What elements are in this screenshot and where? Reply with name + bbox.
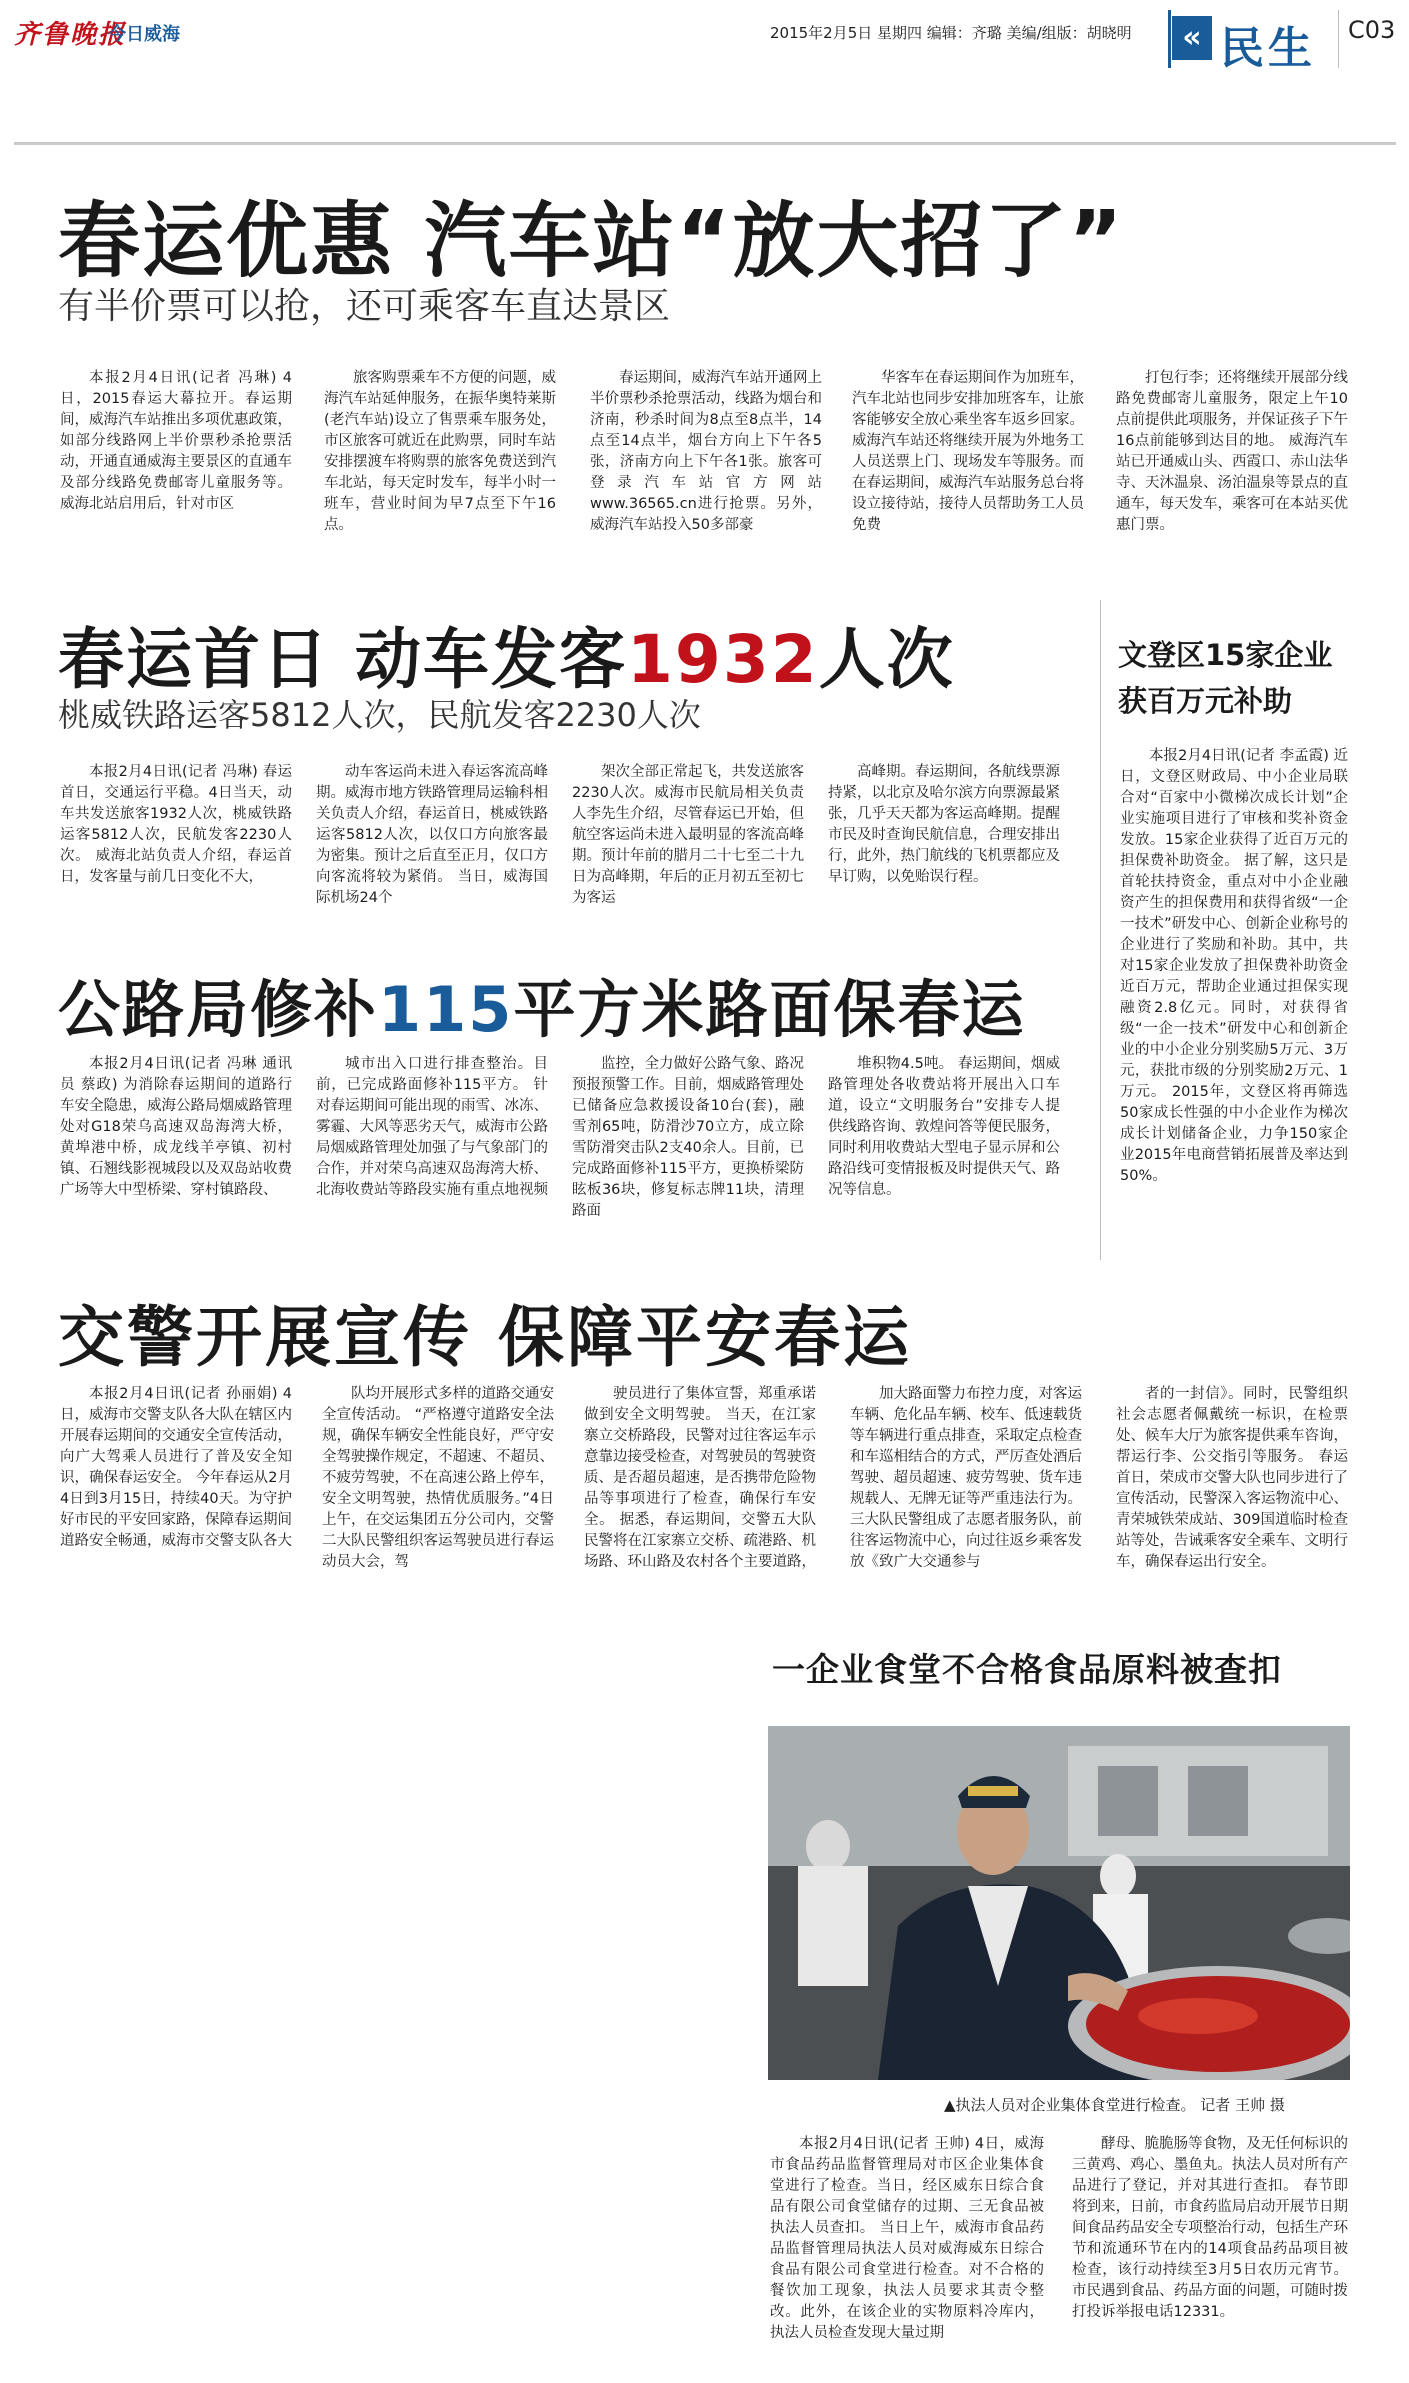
double-chevron-icon: « — [1172, 16, 1212, 60]
photo-caption: ▲执法人员对企业集体食堂进行检查。 记者 王帅 摄 — [944, 2096, 1285, 2114]
article1-col-4: 华客车在春运期间作为加班车，汽车北站也同步安排加班客车，让旅客能够安全放心乘坐客车返乡回家。威海汽车站还将继续开展为外地务工人员送票上门、现场发车等服务。而在春运期间，威海汽车站服务总台将设立接待站，接待人员帮助务工人员免费 — [852, 370, 1084, 533]
article3-col-4: 堆积物4.5吨。 春运期间，烟威路管理处各收费站将开展出入口车道，设立“文明服务台”安排专人提供线路咨询、敦煌问答等便民服务，同时利用收费站大型电子显示屏和公路沿线可变情报板及时提供天气、路况等信息。 — [828, 1056, 1060, 1198]
article2-col-2: 动车客运尚未进入春运客流高峰期。威海市地方铁路管理局运输科相关负责人介绍，春运首日，桃威铁路运客5812人次，以仅口方向旅客最为密集。预计之后直至正月，仅口方向客流将较为紧俏。 当日，威海国际机场24个 — [316, 764, 548, 906]
article2-col-3: 架次全部正常起飞，共发送旅客2230人次。威海市民航局相关负责人李先生介绍，尽管春运已开始，但航空客运尚未进入最明显的客流高峰期。预计年前的腊月二十七至二十九日为高峰期，年后的正月初五至初七为客运 — [572, 764, 804, 906]
section-divider — [1338, 10, 1339, 68]
article5-col-1: 本报2月4日讯(记者 王帅) 4日，威海市食品药品监督管理局对市区企业集体食堂进行了检查。当日，经区威东日综合食品有限公司食堂储存的过期、三无食品被执法人员查扣。 当日上午，威海市食品药品监督管理局执法人员对威海威东日综合食品有限公司食堂进行检查。对不合格的餐饮加工现象，执法人员要求其责令整改。此外，在该企业的实物原料冷库内，执法人员检查发现大量过期 — [770, 2136, 1044, 2341]
brand-subtitle: 今日威海 — [108, 24, 180, 45]
section-name: 民生 — [1220, 23, 1316, 74]
article5-title: 一企业食堂不合格食品原料被查扣 — [772, 1650, 1282, 1689]
article1-col-3: 春运期间，威海汽车站开通网上半价票秒杀抢票活动，线路为烟台和济南，秒杀时间为8点至8点半，14点至14点半，烟台方向上下午各5张，济南方向上下午各1张。旅客可登录汽车站官方网站www.36565.cn进行抢票。另外，威海汽车站投入50多部豪 — [590, 370, 822, 533]
edition-info: 2015年2月5日 星期四 编辑：齐璐 美编/组版：胡晓明 — [770, 24, 1132, 42]
inspection-photo — [768, 1726, 1350, 2080]
sidebar-title: 文登区15家企业获百万元补助 — [1118, 638, 1333, 718]
article4-col-3: 驶员进行了集体宣誓，郑重承诺做到安全文明驾驶。 当天，在江家寨立交桥路段，民警对过往客运车示意靠边接受检查，对驾驶员的驾驶资质、是否超员超速，是否携带危险物品等事项进行了检查，确保行车安全。 据悉，春运期间，交警五大队民警将在江家寨立交桥、疏港路、机场路、环山路及农村各个主要道路， — [584, 1386, 816, 1570]
sidebar-body: 本报2月4日讯(记者 李孟霞) 近日，文登区财政局、中小企业局联合对“百家中小微梯次成长计划”企业实施项目进行了审核和奖补资金发放。15家企业获得了近百万元的担保费补助资金。 据了解，这只是首轮扶持资金，重点对中小企业融资产生的担保费用和获得省级“一企一技术”研发中心、创新企业称号的企业进行了奖励和补助。其中，共对15家企业发放了担保费补助资金近百万元，帮助企业通过担保实现融资2.8亿元。同时，对获得省级“一企一技术”研发中心和创新企业的中小企业分别奖励5万元、3万元，获批市级的分别奖励2万元、1万元。 2015年，文登区将再筛选50家成长性强的中小企业作为梯次成长计划储备企业，力争150家企业2015年电商营销拓展普及率达到50%。 — [1120, 748, 1348, 1184]
sidebar-divider — [1100, 600, 1101, 1260]
article4-col-5: 者的一封信》。同时，民警组织社会志愿者佩戴统一标识，在检票处、候车大厅为旅客提供乘车咨询，帮运行李、公交指引等服务。 春运首日，荣成市交警大队也同步进行了宣传活动，民警深入客运物流中心、青荣城铁荣成站、309国道临时检查站等处，告诫乘客安全乘车、文明行车，确保春运出行安全。 — [1116, 1386, 1348, 1570]
article3-title: 公路局修补115平方米路面保春运 — [58, 973, 1026, 1046]
article2-col-1: 本报2月4日讯(记者 冯琳) 春运首日，交通运行平稳。4日当天，动车共发送旅客1932人次，桃威铁路运客5812人次，民航发客2230人次。 威海北站负责人介绍，春运首日，发客量与前几日变化不大， — [60, 764, 292, 885]
top-rule — [14, 142, 1396, 145]
page-number: C03 — [1348, 16, 1396, 44]
article5-col-2: 酵母、脆脆肠等食物，及无任何标识的三黄鸡、鸡心、墨鱼丸。执法人员对所有产品进行了登记，并对其进行查扣。 春节即将到来，日前，市食药监局启动开展节日期间食品药品安全专项整治行动，包括生产环节和流通环节在内的14项食品药品项目被检查，该行动持续至3月5日农历元宵节。市民遇到食品、药品方面的问题，可随时拨打投诉举报电话12331。 — [1072, 2136, 1348, 2320]
article4-col-4: 加大路面警力布控力度，对客运车辆、危化品车辆、校车、低速载货等车辆进行重点排查，采取定点检查和车巡相结合的方式，严厉查处酒后驾驶、超员超速、疲劳驾驶、货车违规载人、无牌无证等严重违法行为。 三大队民警组成了志愿者服务队，前往客运物流中心，向过往返乡乘客发放《致广大交通参与 — [850, 1386, 1082, 1570]
article3-col-2: 城市出入口进行排查整治。目前，已完成路面修补115平方。 针对春运期间可能出现的雨雪、冰冻、雾霾、大风等恶劣天气，威海市公路局烟威路管理处加强了与气象部门的合作，并对荣乌高速双岛海湾大桥、北海收费站等路段实施有重点地视频 — [316, 1056, 548, 1198]
article2-subtitle: 桃威铁路运客5812人次，民航发客2230人次 — [58, 696, 701, 734]
article1-col-1: 本报2月4日讯(记者 冯琳) 4日，2015春运大幕拉开。春运期间，威海汽车站推出多项优惠政策，如部分线路网上半价票秒杀抢票活动，开通直通威海主要景区的直通车及部分线路免费邮寄儿童服务等。 威海北站启用后，针对市区 — [60, 370, 292, 512]
article4-col-1: 本报2月4日讯(记者 孙丽娟) 4日，威海市交警支队各大队在辖区内开展春运期间的交通安全宣传活动，向广大驾乘人员进行了普及安全知识，确保春运安全。 今年春运从2月4日到3月15日，持续40天。为守护好市民的平安回家路，保障春运期间道路安全畅通，威海市交警支队各大 — [60, 1386, 292, 1549]
article1-subtitle: 有半价票可以抢，还可乘客车直达景区 — [58, 286, 671, 327]
article4-title: 交警开展宣传 保障平安春运 — [58, 1299, 912, 1376]
article2-title: 春运首日 动车发客1932人次 — [58, 621, 955, 698]
article1-col-5: 打包行李；还将继续开展部分线路免费邮寄儿童服务，限定上午10点前提供此项服务，并保证孩子下午16点前能够到达目的地。 威海汽车站已开通威山头、西霞口、赤山法华寺、天沐温泉、汤泊温泉等景点的直通车，每天发车，乘客可在本站买优惠门票。 — [1116, 370, 1348, 533]
article3-col-3: 监控，全力做好公路气象、路况预报预警工作。目前，烟威路管理处已储备应急救援设备10台(套)，融雪剂65吨，防滑沙70立方，成立除雪防滑突击队2支40余人。目前，已完成路面修补115平方，更换桥梁防眩板36块，修复标志牌11块，清理路面 — [572, 1056, 804, 1219]
article3-col-1: 本报2月4日讯(记者 冯琳 通讯员 蔡政) 为消除春运期间的道路行车安全隐患，威海公路局烟威路管理处对G18荣乌高速双岛海湾大桥，黄埠港中桥，成龙线羊亭镇、初村镇、石翘线影视城段以及双岛站收费广场等大中型桥梁、穿村镇路段、 — [60, 1056, 292, 1198]
article1-title: 春运优惠 汽车站“放大招了” — [58, 194, 1125, 289]
article1-col-2: 旅客购票乘车不方便的问题，威海汽车站延伸服务，在振华奥特莱斯(老汽车站)设立了售票乘车服务处，市区旅客可就近在此购票，同时车站安排摆渡车将购票的旅客免费送到汽车北站，每天定时发车，每半小时一班车，营业时间为早7点至下午16点。 — [324, 370, 556, 533]
article4-col-2: 队均开展形式多样的道路交通安全宣传活动。 “严格遵守道路安全法规，确保车辆安全性能良好，严守安全驾驶操作规定，不超速、不超员、不疲劳驾驶，不在高速公路上停车，安全文明驾驶，热情优质服务。”4日上午，在交运集团五分公司内，交警二大队民警组织客运驾驶员进行春运动员大会，驾 — [322, 1386, 554, 1570]
article2-col-4: 高峰期。春运期间，各航线票源持紧，以北京及哈尔滨方向票源最紧张，几乎天天都为客运高峰期。提醒市民及时查询民航信息，合理安排出行，此外，热门航线的飞机票都应及早订购，以免贻误行程。 — [828, 764, 1060, 885]
brand-logo: 齐鲁晚报 — [14, 20, 127, 50]
